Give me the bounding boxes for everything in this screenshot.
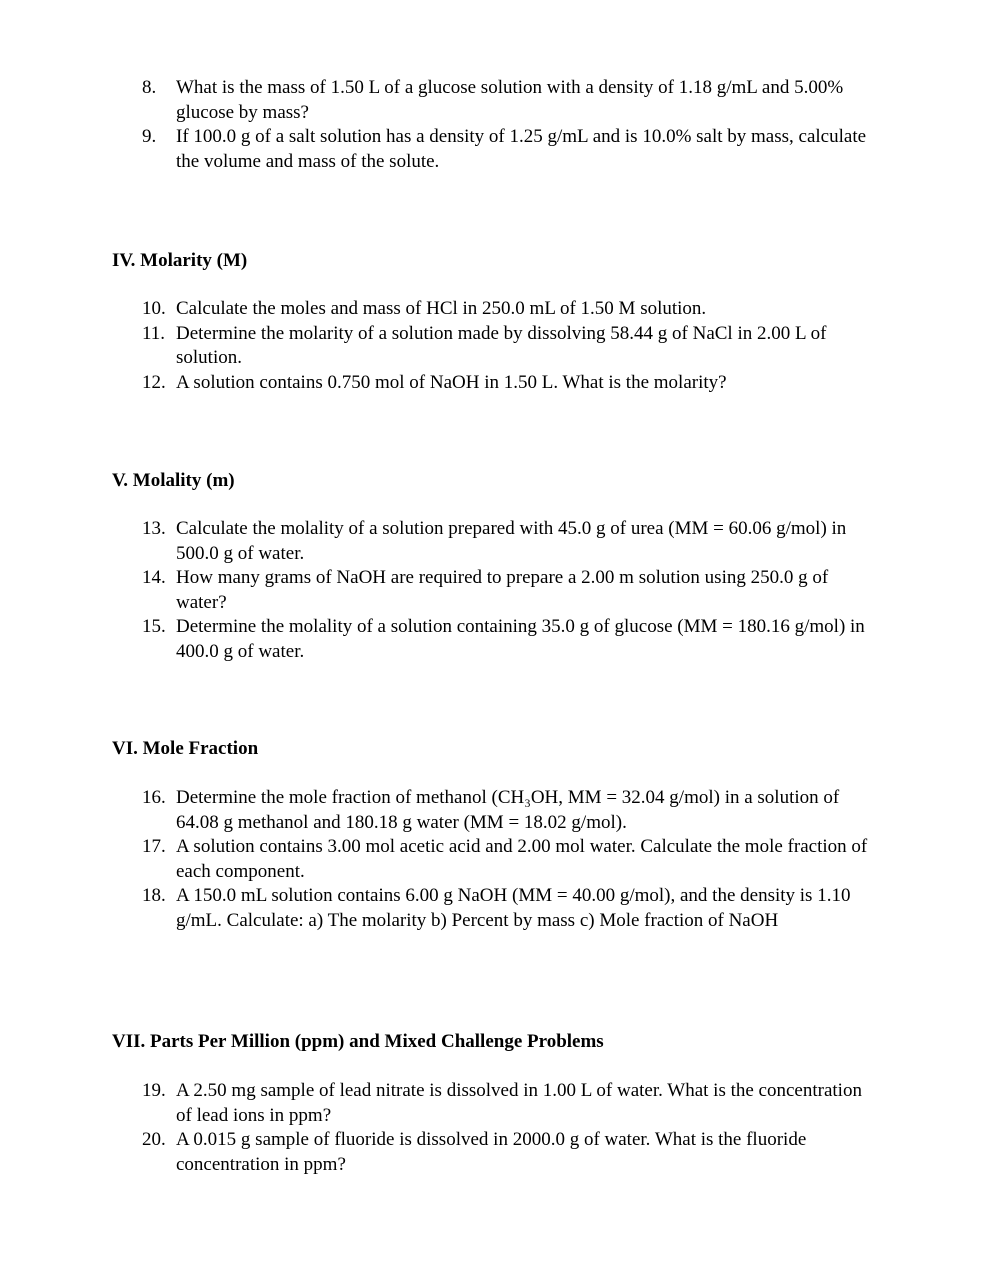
question-text: A 2.50 mg sample of lead nitrate is dissolved in 1.00 L of water. What is the concentration of lead ions in ppm? [176,1080,862,1126]
question-item [0,125,876,174]
question-number: 18. [142,885,166,906]
question-item [0,76,876,125]
question-item [0,786,876,835]
question-item [0,615,876,664]
question-item [0,835,876,884]
question-list-molarity [0,297,981,395]
section-heading-molarity: IV. Molarity (M) [112,250,248,271]
question-number: 14. [142,567,166,588]
question-number: 20. [142,1129,166,1150]
question-item [0,322,876,371]
question-number: 17. [142,836,166,857]
question-text: How many grams of NaOH are required to prepare a 2.00 m solution using 250.0 g of water? [176,567,829,613]
question-text: Determine the molarity of a solution made by dissolving 58.44 g of NaCl in 2.00 L of solution. [176,322,827,368]
question-number: 16. [142,787,166,808]
question-list-continued [0,76,981,174]
question-number: 12. [142,371,166,393]
section-heading-mole-fraction: VI. Mole Fraction [112,738,259,759]
question-number: 8. [142,77,157,98]
question-item [0,517,876,566]
question-text: A 0.015 g sample of fluoride is dissolved in 2000.0 g of water. What is the fluoride concentration in ppm? [176,1129,807,1175]
question-number: 9. [142,126,157,147]
question-number: 13. [142,518,166,539]
question-item [0,371,876,396]
question-item [0,884,876,933]
question-text: A solution contains 0.750 mol of NaOH in 1.50 L. What is the molarity? [176,371,727,393]
question-text: A solution contains 3.00 mol acetic acid and 2.00 mol water. Calculate the mole fraction of each component. [176,836,868,882]
question-number: 11. [142,322,166,344]
section-heading-ppm: VII. Parts Per Million (ppm) and Mixed Challenge Problems [112,1031,604,1052]
question-text: If 100.0 g of a salt solution has a density of 1.25 g/mL and is 10.0% salt by mass, calculate the volume and mass of the solute. [176,126,867,172]
question-text: A 150.0 mL solution contains 6.00 g NaOH (MM = 40.00 g/mol), and the density is 1.10 g/mL. Calculate: a) The molarity b) Percent by mass c) Mole fraction of NaOH [176,885,851,931]
question-list-ppm [0,1079,981,1177]
question-text: Calculate the moles and mass of HCl in 250.0 mL of 1.50 M solution. [176,298,707,319]
question-item [0,1128,876,1177]
question-number: 19. [142,1080,166,1101]
question-number: 10. [142,298,166,319]
question-list-molality [0,517,981,664]
question-text: What is the mass of 1.50 L of a glucose solution with a density of 1.18 g/mL and 5.00% glucose by mass? [176,77,844,123]
question-item [0,297,876,322]
question-text: Calculate the molality of a solution prepared with 45.0 g of urea (MM = 60.06 g/mol) in 500.0 g of water. [176,518,847,564]
question-text: Determine the mole fraction of methanol (CH₃OH, MM = 32.04 g/mol) in a solution of 64.08 g methanol and 180.18 g water (MM = 18.02 g/mol). [176,787,840,833]
question-number: 15. [142,616,166,637]
section-heading-molality: V. Molality (m) [112,470,235,491]
question-item [0,1079,876,1128]
question-text: Determine the molality of a solution containing 35.0 g of glucose (MM = 180.16 g/mol) in 400.0 g of water. [176,616,865,662]
question-list-mole-fraction [0,786,981,933]
question-item [0,566,876,615]
